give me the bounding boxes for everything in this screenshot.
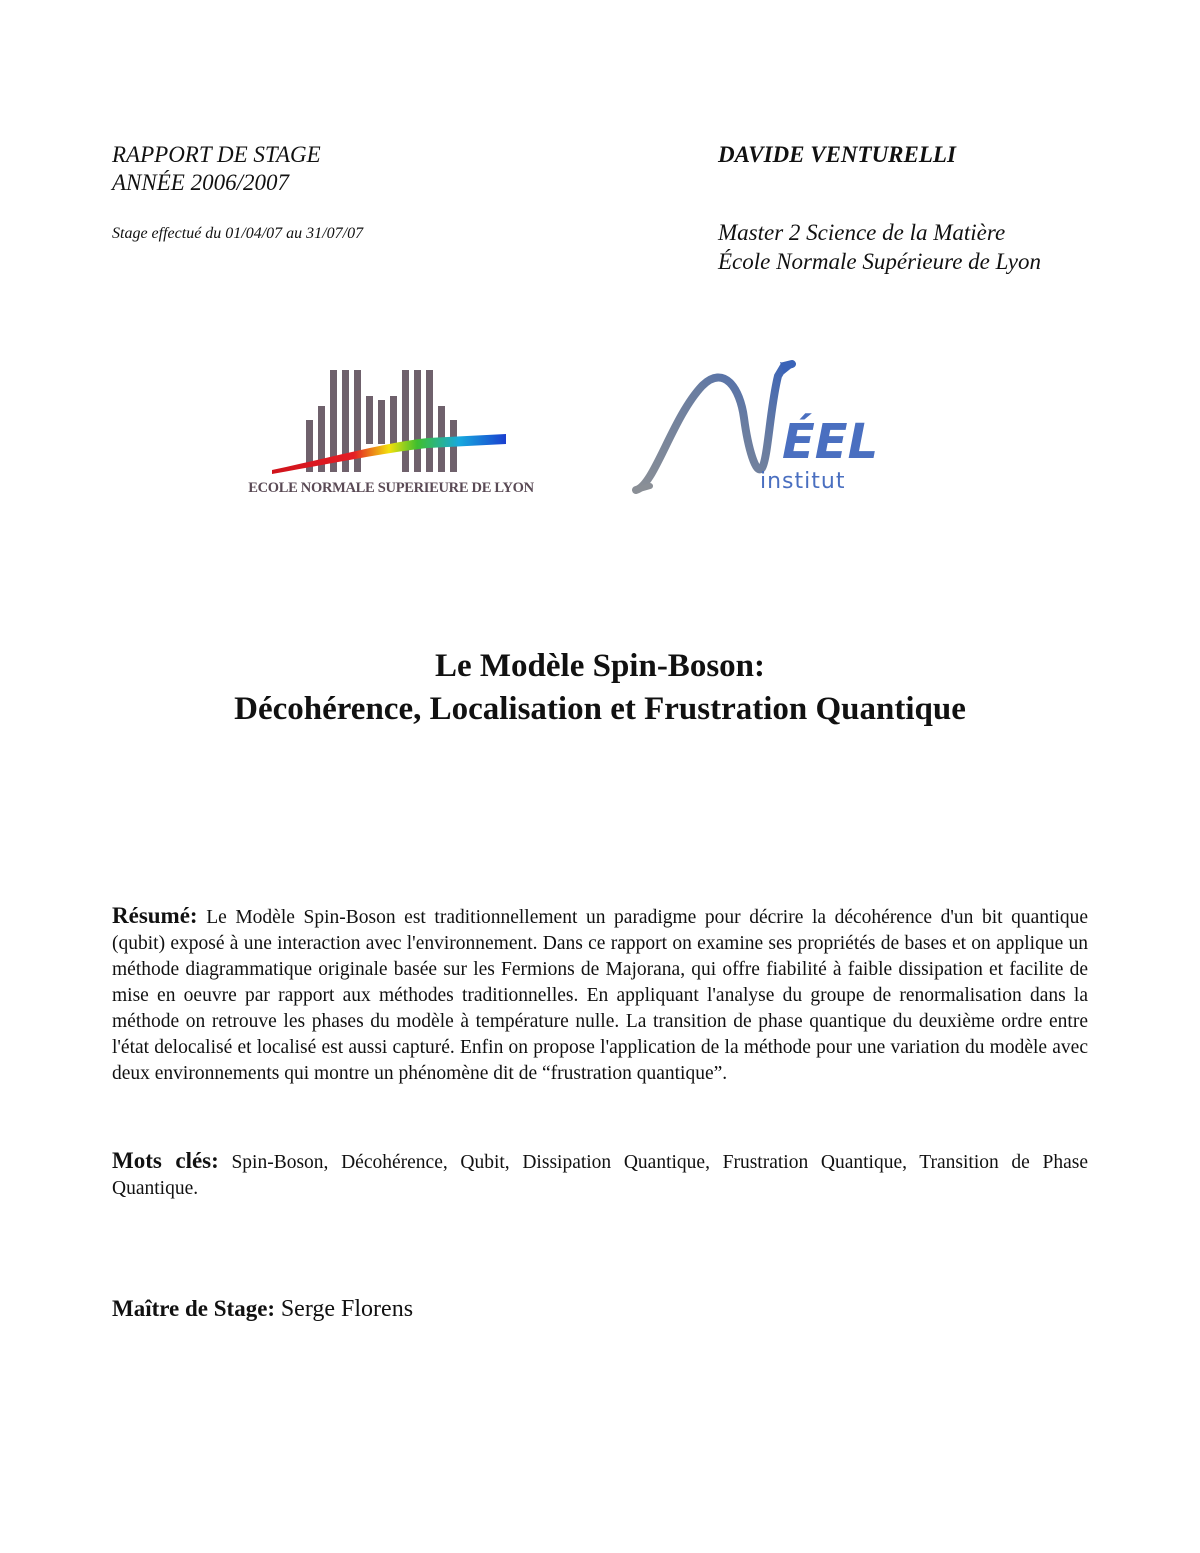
supervisor xyxy=(112,1294,413,1324)
keywords-label: Mots clés: xyxy=(112,1148,219,1173)
abstract xyxy=(112,903,1088,1087)
abstract-label: Résumé: xyxy=(112,903,198,928)
supervisor-label: Maître de Stage: xyxy=(112,1296,276,1321)
ens-lyon-logo xyxy=(248,362,534,498)
supervisor-name: Serge Florens xyxy=(280,1296,414,1322)
keywords-text: Spin-Boson, Décohérence, Qubit, Dissipation Quantique, Frustration Quantique, Transition de Phase Quantique. xyxy=(112,1152,1088,1199)
program-name: Master 2 Science de la Matière xyxy=(718,220,1006,245)
author-name: DAVIDE VENTURELLI xyxy=(718,142,956,167)
title-line-1: Le Modèle Spin-Boson: xyxy=(434,648,766,684)
neel-institut-logo xyxy=(632,358,884,498)
neel-logo-subtext: institut xyxy=(760,469,846,494)
school-name: École Normale Supérieure de Lyon xyxy=(718,249,1041,274)
keywords xyxy=(112,1148,1088,1202)
academic-year: ANNÉE 2006/2007 xyxy=(112,170,289,195)
internship-dates: Stage effectué du 01/04/07 au 31/07/07 xyxy=(112,225,364,242)
ens-logo-text: ECOLE NORMALE SUPERIEURE DE LYON xyxy=(248,480,534,496)
neel-logo-text: ÉEL xyxy=(782,414,879,470)
abstract-text: Le Modèle Spin-Boson est traditionnellement un paradigme pour décrire la décohérence d'un bit quantique (qubit) exposé à une interaction avec l'environnement. Dans ce rapport on examine ses propriétés de bases et on applique un méthode diagrammatique originale basée sur les Fermions de Majorana, qui offre fiabilité à faible dissipation et facilite de mise en oeuvre par rapport aux méthodes traditionnelles. En appliquant l'analyse du groupe de renormalisation dans la méthode on retrouve les phases du modèle à température nulle. La transition de phase quantique du deuxième ordre entre l'état delocalisé et localisé est aussi capturé. Enfin on propose l'application de la méthode pour une variation du modèle avec deux environnements qui montre un phénomène dit de “frustration quantique”. xyxy=(112,907,1089,1084)
title-line-2: Décohérence, Localisation et Frustration Quantique xyxy=(234,691,966,727)
report-type: RAPPORT DE STAGE xyxy=(112,142,321,167)
